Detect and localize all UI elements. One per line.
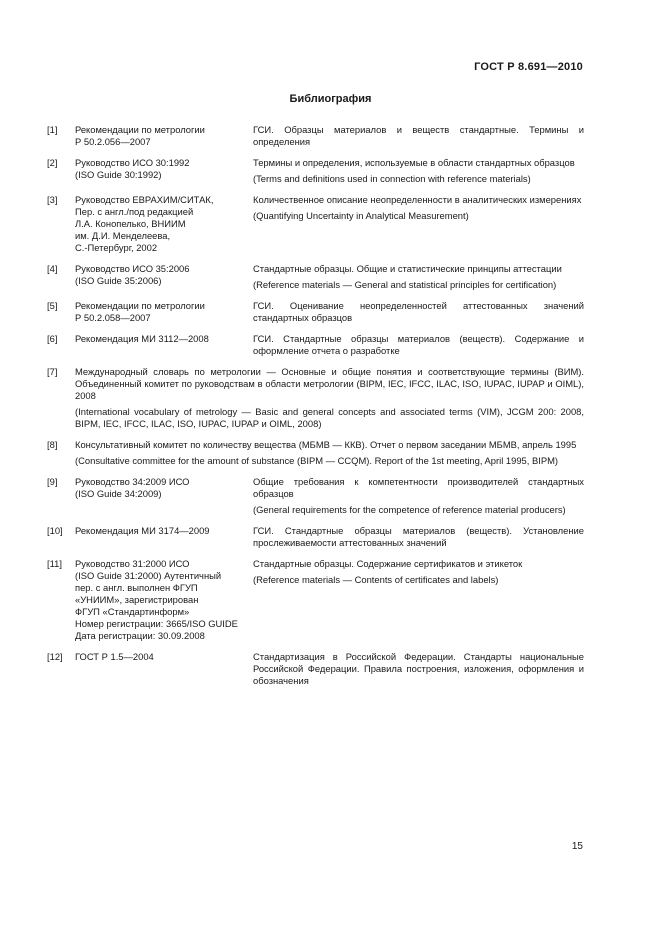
description-paragraph: Стандартизация в Российской Федерации. Стандарты национальные Российской Федерации. Правила построения, изложения, оформления и обозначения [253, 651, 584, 686]
entry-description [75, 366, 584, 430]
standard-designation: ГОСТ Р 8.691—2010 [474, 61, 583, 73]
source-line: ГОСТ Р 1.5—2004 [75, 651, 154, 662]
entry-source [75, 525, 250, 537]
entry-number: [7] [47, 366, 58, 377]
entry-number: [3] [47, 194, 58, 205]
entry-number: [9] [47, 476, 58, 487]
entry-number: [6] [47, 333, 58, 344]
entry-source [75, 300, 250, 324]
page-number: 15 [571, 841, 583, 852]
bibliography-entry [47, 366, 584, 430]
source-line: С.-Петербург, 2002 [75, 242, 158, 253]
entry-description [75, 439, 584, 467]
source-line: Р 50.2.058—2007 [75, 312, 151, 323]
source-line: Рекомендация МИ 3112—2008 [75, 333, 209, 344]
entry-description [253, 124, 584, 148]
entry-source [75, 124, 250, 148]
entry-number: [1] [47, 124, 58, 135]
entry-number: [8] [47, 439, 58, 450]
description-paragraph: Термины и определения, используемые в области стандартных образцов [253, 157, 575, 168]
source-line: Рекомендация МИ 3174—2009 [75, 525, 210, 536]
entry-number: [2] [47, 157, 58, 168]
bibliography-entry [47, 476, 584, 516]
entry-number: [11] [47, 558, 62, 569]
description-paragraph: ГСИ. Стандартные образцы материалов (веществ). Установление прослеживаемости аттестованных значений [253, 525, 584, 548]
source-line: Руководство 34:2009 ИСО [75, 476, 190, 487]
description-paragraph: (International vocabulary of metrology — Basic and general concepts and associated terms (VIM), JCGM 200: 2008, BIPM, IEC, IFCC, ILAC, ISO, IUPAC, IUPAP и OIML, 2008) [75, 406, 584, 429]
bibliography-entry [47, 263, 584, 291]
source-line: (ISO Guide 35:2006) [75, 275, 162, 286]
source-line: Руководство 31:2000 ИСО [75, 558, 190, 569]
description-paragraph: (Terms and definitions used in connection with reference materials) [253, 173, 531, 184]
bibliography-entry [47, 439, 584, 467]
entry-source [75, 157, 250, 181]
entry-number: [4] [47, 263, 58, 274]
source-line: Пер. с англ./под редакцией [75, 206, 194, 217]
bibliography-entry [47, 124, 584, 148]
entry-source [75, 333, 250, 345]
bibliography-list [47, 124, 584, 696]
source-line: (ISO Guide 34:2009) [75, 488, 162, 499]
description-paragraph: ГСИ. Стандартные образцы материалов (веществ). Содержание и оформление отчета о разработке [253, 333, 584, 356]
bibliography-entry [47, 194, 584, 254]
entry-source [75, 263, 250, 287]
source-line: Номер регистрации: 3665/ISO GUIDE [75, 618, 238, 629]
source-line: ФГУП «Стандартинформ» [75, 606, 190, 617]
description-paragraph: Консультативный комитет по количеству вещества (МБМВ — ККВ). Отчет о первом заседании МБМВ, апрель 1995 [75, 439, 577, 450]
bibliography-entry [47, 333, 584, 357]
entry-description [253, 525, 584, 549]
source-line: Рекомендации по метрологии [75, 300, 205, 311]
entry-description [253, 157, 584, 185]
description-paragraph: ГСИ. Образцы материалов и веществ стандартные. Термины и определения [253, 124, 584, 147]
source-line: пер. с англ. выполнен ФГУП [75, 582, 198, 593]
entry-description [253, 558, 584, 586]
entry-number: [12] [47, 651, 63, 662]
description-paragraph: Стандартные образцы. Общие и статистические принципы аттестации [253, 263, 562, 274]
source-line: Руководство ИСО 35:2006 [75, 263, 190, 274]
source-line: Дата регистрации: 30.09.2008 [75, 630, 205, 641]
description-paragraph: Стандартные образцы. Содержание сертификатов и этикеток [253, 558, 523, 569]
bibliography-entry [47, 157, 584, 185]
entry-source [75, 476, 250, 500]
bibliography-entry [47, 300, 584, 324]
bibliography-entry [47, 558, 584, 642]
page-title: Библиография [289, 93, 372, 105]
entry-description [253, 333, 584, 357]
source-line: Рекомендации по метрологии [75, 124, 205, 135]
bibliography-entry [47, 651, 584, 687]
entry-number: [5] [47, 300, 58, 311]
source-line: (ISO Guide 31:2000) Аутентичный [75, 570, 222, 581]
source-line: Руководство ЕВРАХИМ/СИТАК, [75, 194, 214, 205]
description-paragraph: Общие требования к компетентности производителей стандартных образцов [253, 476, 584, 499]
source-line: (ISO Guide 30:1992) [75, 169, 162, 180]
source-line: «УНИИМ», зарегистрирован [75, 594, 199, 605]
source-line: Р 50.2.056—2007 [75, 136, 151, 147]
entry-description [253, 263, 584, 291]
description-paragraph: (General requirements for the competence of reference material producers) [253, 504, 566, 515]
bibliography-entry [47, 525, 584, 549]
entry-description [253, 300, 584, 324]
entry-description [253, 476, 584, 516]
description-paragraph: (Quantifying Uncertainty in Analytical Measurement) [253, 210, 469, 221]
entry-source [75, 651, 250, 663]
entry-description [253, 651, 584, 687]
description-paragraph: Международный словарь по метрологии — Основные и общие понятия и соответствующие термины (ВИМ). Объединенный комитет по руководствам в области метрологии (BIPM, IEC, IFCC, ILAC, ISO, IUPAC, IUPAP и OIML), 2008 [75, 366, 584, 401]
entry-source [75, 558, 250, 642]
entry-description [253, 194, 584, 222]
entry-number: [10] [47, 525, 63, 536]
source-line: им. Д.И. Менделеева, [75, 230, 171, 241]
description-paragraph: (Reference materials — Contents of certificates and labels) [253, 574, 499, 585]
description-paragraph: ГСИ. Оценивание неопределенностей аттестованных значений стандартных образцов [253, 300, 584, 323]
source-line: Руководство ИСО 30:1992 [75, 157, 190, 168]
description-paragraph: (Consultative committee for the amount of substance (BIPM — CCQM). Report of the 1st meeting, April 1995, BIPM) [75, 455, 559, 466]
entry-source [75, 194, 250, 254]
description-paragraph: (Reference materials — General and statistical principles for certification) [253, 279, 557, 290]
source-line: Л.А. Конопелько, ВНИИМ [75, 218, 186, 229]
description-paragraph: Количественное описание неопределенности в аналитических измерениях [253, 194, 582, 205]
